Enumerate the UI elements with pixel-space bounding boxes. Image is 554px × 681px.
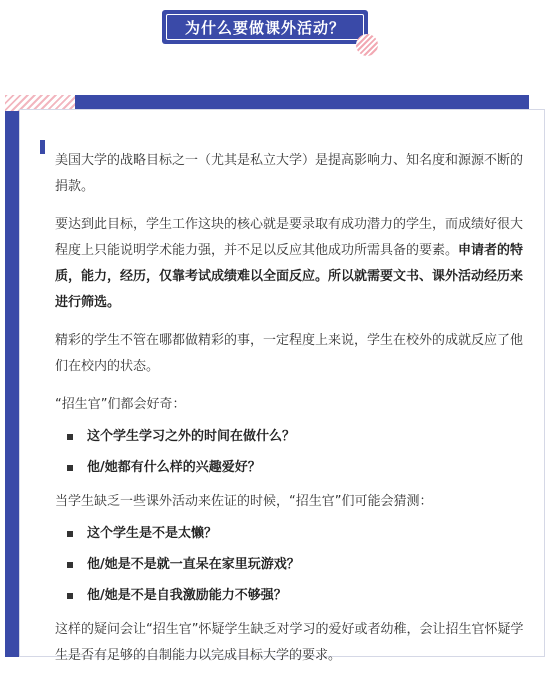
paragraph-1: 美国大学的战略目标之一（尤其是私立大学）是提高影响力、知名度和源源不断的捐款。 xyxy=(55,153,524,194)
title-banner xyxy=(162,10,368,44)
bullet-icon xyxy=(67,531,73,537)
section-title xyxy=(162,10,372,48)
paragraph-marker xyxy=(40,140,45,154)
paragraph-2 xyxy=(55,212,530,316)
title-text: 为什么要做课外活动？ xyxy=(166,14,364,40)
list-item: 这个学生学习之外的时间在做什么？ xyxy=(67,424,530,450)
article-body xyxy=(55,148,530,681)
list-item: 他/她是不是自我激励能力不够强？ xyxy=(67,583,530,609)
paragraph-6: 这样的疑问会让“招生官”怀疑学生缺乏对学习的爱好或者幼稚，会让招生官怀疑学生是否有足够的自制能力以完成目标大学的要求。 xyxy=(55,622,524,663)
bullet-icon xyxy=(67,562,73,568)
striped-circle-decoration xyxy=(356,34,378,56)
bullet-icon xyxy=(67,593,73,599)
left-accent-band xyxy=(5,111,19,657)
list-item: 他/她是不是就一直呆在家里玩游戏？ xyxy=(67,552,530,578)
bullet-icon xyxy=(67,465,73,471)
paragraph-5: 当学生缺乏一些课外活动来佐证的时候，“招生官”们可能会猜测： xyxy=(55,494,433,509)
question-list-1 xyxy=(55,424,530,481)
paragraph-2-emphasis: 申请者的特质，能力，经历，仅靠考试成绩难以全面反应。所以就需要文书、课外活动经历来进行筛选。 xyxy=(55,243,524,310)
list-item: 这个学生是不是太懒？ xyxy=(67,521,530,547)
list-item: 他/她都有什么样的兴趣爱好？ xyxy=(67,455,530,481)
paragraph-3: 精彩的学生不管在哪都做精彩的事，一定程度上来说，学生在校外的成就反应了他们在校内的状态。 xyxy=(55,333,524,374)
content-card xyxy=(19,109,545,663)
paragraph-4: “招生官”们都会好奇： xyxy=(55,397,186,412)
top-accent-band xyxy=(75,95,529,109)
bullet-icon xyxy=(67,434,73,440)
question-list-2 xyxy=(55,521,530,609)
paragraph-2-text: 要达到此目标，学生工作这块的核心就是要录取有成功潜力的学生，而成绩好很大程度上只能说明学术能力强，并不足以反应其他成功所需具备的要素。 xyxy=(55,217,524,258)
